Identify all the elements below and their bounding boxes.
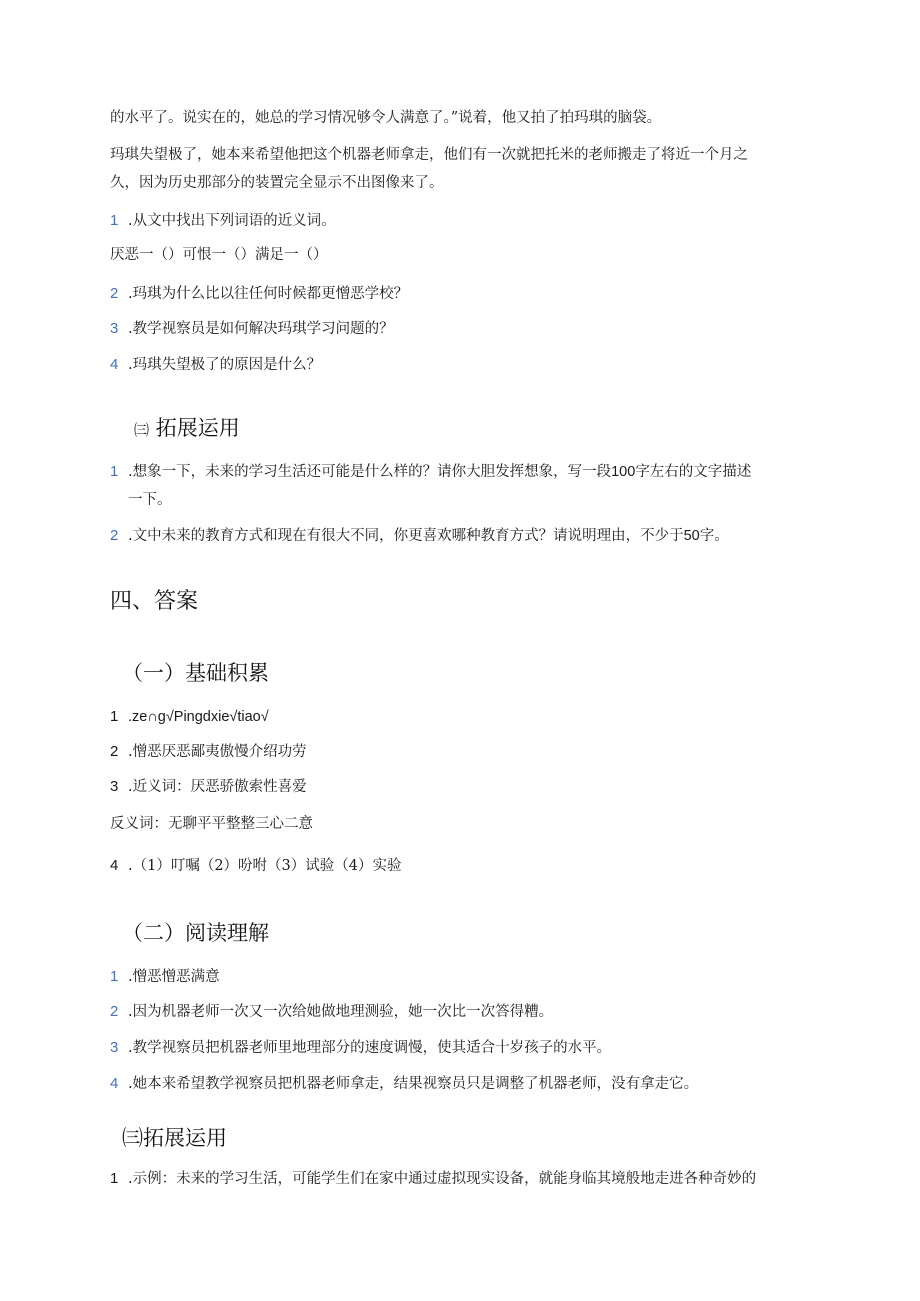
- answer-text: .教学视察员把机器老师里地理部分的速度调慢，使其适合十岁孩子的水平。: [128, 1040, 612, 1056]
- answer-text: .示例：未来的学习生活，可能学生们在家中通过虚拟现实设备，就能身临其境般地走进各种奇妙的: [128, 1171, 757, 1187]
- passage-line: 的水平了。说实在的，她总的学习情况够令人满意了。”说着，他又拍了拍玛琪的脑袋。: [110, 110, 662, 126]
- question-text: .想象一下，未来的学习生活还可能是什么样的？请你大胆发挥想象，写一段: [128, 464, 612, 480]
- passage-line: 久，因为历史那部分的装置完全显示不出图像来了。: [110, 175, 444, 191]
- question-item: [110, 284, 408, 304]
- answer-text: .近义词：厌恶骄傲索性喜爱: [128, 779, 307, 795]
- answer-text: .因为机器老师一次又一次给她做地理测验，她一次比一次答得糟。: [128, 1004, 554, 1020]
- section-heading-basic: （一）基础积累: [122, 661, 269, 685]
- answer-item: [110, 1074, 698, 1094]
- question-number: 2: [110, 527, 119, 544]
- answer-number: 4: [110, 1075, 119, 1092]
- question-item: [110, 319, 394, 339]
- question-number: 3: [110, 320, 119, 337]
- section-heading-extension-answers: ㈢拓展运用: [122, 1126, 227, 1150]
- answer-item: [110, 1169, 756, 1189]
- question-text: .教学视察员是如何解决玛琪学习问题的？: [128, 321, 394, 337]
- answer-number: 1: [110, 708, 119, 725]
- answer-number: 2: [110, 743, 119, 760]
- question-item: [110, 462, 751, 482]
- inline-number: 50: [683, 528, 700, 544]
- answers-heading: 四、答案: [110, 589, 199, 614]
- answer-item: [110, 1002, 553, 1022]
- inline-number: 100: [611, 464, 636, 480]
- section-title: 拓展运用: [155, 416, 240, 440]
- answer-text: .她本来希望教学视察员把机器老师拿走，结果视察员只是调整了机器老师，没有拿走它。: [128, 1076, 699, 1092]
- question-continuation: 一下。: [128, 492, 172, 508]
- section-heading-reading: （二）阅读理解: [122, 921, 269, 945]
- answer-item: [110, 707, 269, 727]
- question-text: 字左右的文字描述: [635, 464, 752, 480]
- question-number: 1: [110, 212, 119, 229]
- answer-number: 3: [110, 778, 119, 795]
- answer-number: 3: [110, 1039, 119, 1056]
- question-text: 字。: [699, 528, 729, 544]
- question-item: [110, 211, 336, 231]
- question-text: .玛琪为什么比以往任何时候都更憎恶学校？: [128, 286, 409, 302]
- question-number: 1: [110, 463, 119, 480]
- answer-number: 2: [110, 1003, 119, 1020]
- answer-text: .憎恶憎恶满意: [128, 969, 220, 985]
- answer-text: .（1）叮嘱（2）吩咐（3）试验（4）实验: [128, 858, 402, 874]
- answer-number: 4: [110, 857, 119, 874]
- section-mark: ㈢: [134, 421, 150, 439]
- answer-number: 1: [110, 1170, 119, 1187]
- answer-item: [110, 777, 307, 797]
- answer-line: 反义词：无聊平平整整三心二意: [110, 816, 313, 832]
- answer-item: [110, 742, 307, 762]
- question-text: .从文中找出下列词语的近义词。: [128, 213, 336, 229]
- question-item: [110, 526, 729, 546]
- passage-line: 玛琪失望极了，她本来希望他把这个机器老师拿走，他们有一次就把托米的老师搬走了将近一个月之: [110, 147, 748, 163]
- question-text: .玛琪失望极了的原因是什么？: [128, 357, 322, 373]
- answer-item: [110, 967, 220, 987]
- fill-blank-line: 厌恶一（）可恨一（）满足一（）: [110, 247, 328, 263]
- answer-item: [110, 1038, 611, 1058]
- question-number: 4: [110, 356, 119, 373]
- question-item: [110, 355, 321, 375]
- section-heading-extension: [134, 414, 240, 444]
- answer-item: [110, 856, 402, 876]
- answer-number: 1: [110, 968, 119, 985]
- answer-text: .ze∩g√Pingdxie√tiao√: [128, 709, 269, 725]
- question-number: 2: [110, 285, 119, 302]
- answer-text: .憎恶厌恶鄙夷傲慢介绍功劳: [128, 744, 307, 760]
- question-text: .文中未来的教育方式和现在有很大不同，你更喜欢哪种教育方式？请说明理由，不少于: [128, 528, 684, 544]
